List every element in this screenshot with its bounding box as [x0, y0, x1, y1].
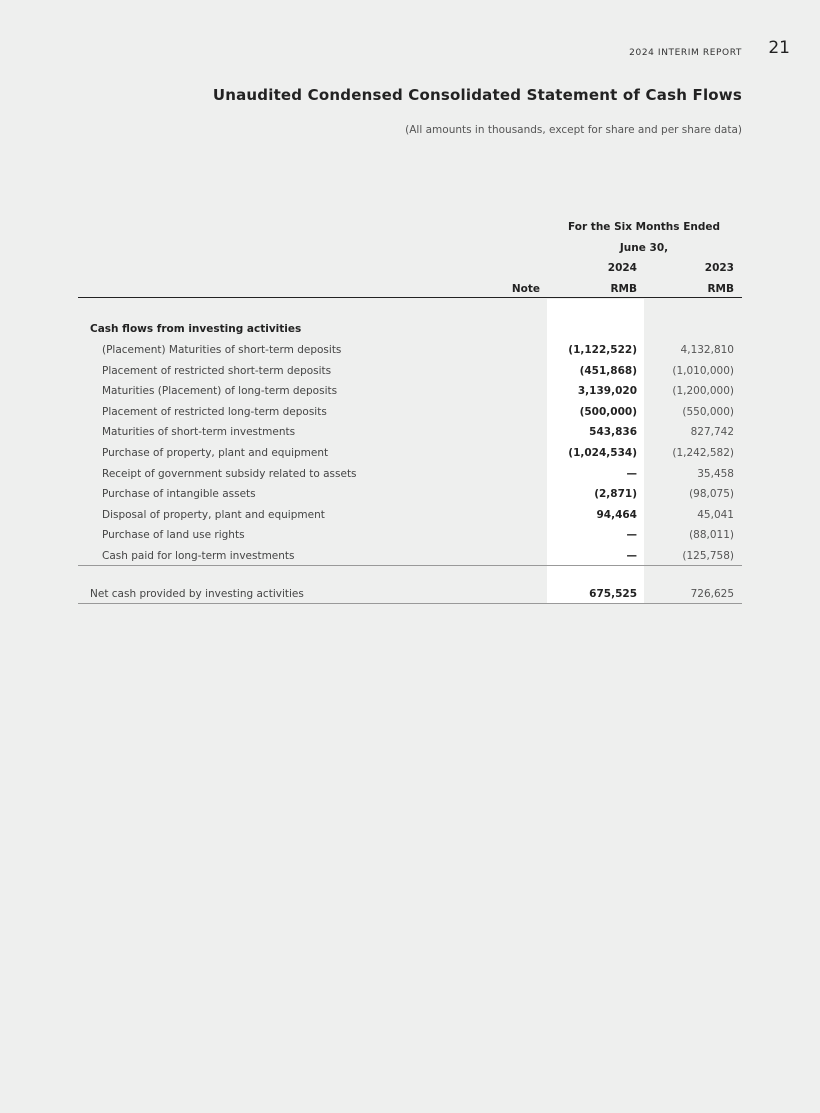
- total-divider: [78, 603, 742, 604]
- row-label: Cash paid for long-term investments: [102, 549, 295, 562]
- table-row: [0, 465, 820, 486]
- row-value-2023: (98,075): [689, 488, 734, 501]
- table-row: [0, 526, 820, 547]
- row-value-2024: (500,000): [579, 405, 637, 418]
- row-value-2023: 4,132,810: [680, 344, 734, 356]
- page-subtitle: (All amounts in thousands, except for share and per share data): [405, 124, 742, 136]
- row-value-2023: (550,000): [682, 405, 734, 418]
- page-number: 21: [768, 38, 790, 58]
- table-row: [0, 506, 820, 527]
- row-value-2024: —: [626, 529, 637, 542]
- row-value-2023: (1,200,000): [672, 385, 734, 398]
- row-label: Placement of restricted short-term deposits: [102, 364, 332, 377]
- row-value-2023: (125,758): [682, 549, 734, 562]
- column-header-currency-2024: RMB: [610, 283, 637, 295]
- row-value-2024: —: [626, 467, 637, 480]
- table-row: [0, 403, 820, 424]
- table-row: [0, 341, 820, 362]
- cash-flow-rows: [0, 341, 820, 568]
- row-value-2023: 827,742: [690, 426, 734, 439]
- row-label: Placement of restricted long-term deposits: [102, 405, 327, 418]
- column-header-2024: 2024: [607, 262, 637, 274]
- row-value-2024: —: [626, 549, 637, 562]
- section-title: Cash flows from investing activities: [90, 323, 302, 335]
- row-value-2024: (1,024,534): [568, 446, 637, 459]
- row-value-2023: (1,242,582): [672, 446, 734, 459]
- row-label: Maturities of short-term investments: [102, 426, 296, 439]
- row-value-2024: (2,871): [594, 488, 637, 501]
- row-value-2024: (1,122,522): [568, 344, 637, 356]
- row-value-2024: 3,139,020: [577, 385, 637, 398]
- total-label: Net cash provided by investing activities: [90, 588, 304, 600]
- row-value-2024: 94,464: [596, 508, 637, 521]
- header-divider: [78, 297, 742, 298]
- row-label: Disposal of property, plant and equipment: [102, 508, 325, 521]
- column-header-period-date: June 30,: [619, 242, 669, 254]
- subtotal-divider: [78, 565, 742, 566]
- row-value-2023: (88,011): [689, 529, 734, 542]
- row-value-2023: 35,458: [697, 467, 734, 480]
- row-label: Receipt of government subsidy related to assets: [102, 467, 357, 480]
- row-label: Purchase of intangible assets: [102, 488, 256, 501]
- row-value-2023: (1,010,000): [672, 364, 734, 377]
- column-header-currency-2023: RMB: [707, 283, 734, 295]
- row-value-2024: (451,868): [579, 364, 637, 377]
- table-row: [0, 382, 820, 403]
- row-label: (Placement) Maturities of short-term deposits: [102, 344, 342, 356]
- column-header-note: Note: [511, 283, 540, 295]
- row-value-2023: 45,041: [697, 508, 734, 521]
- table-row: [0, 485, 820, 506]
- total-value-2023: 726,625: [690, 588, 734, 600]
- table-row: [0, 362, 820, 383]
- column-header-2023: 2023: [704, 262, 734, 274]
- row-label: Purchase of property, plant and equipment: [102, 446, 329, 459]
- row-label: Maturities (Placement) of long-term deposits: [102, 385, 338, 398]
- page-title: Unaudited Condensed Consolidated Statement of Cash Flows: [212, 86, 742, 104]
- column-header-period: For the Six Months Ended: [568, 221, 720, 233]
- total-value-2024: 675,525: [589, 588, 637, 600]
- table-row: [0, 444, 820, 465]
- row-value-2024: 543,836: [589, 426, 637, 439]
- row-label: Purchase of land use rights: [102, 529, 245, 542]
- report-label: 2024 INTERIM REPORT: [629, 48, 742, 58]
- table-row: [0, 423, 820, 444]
